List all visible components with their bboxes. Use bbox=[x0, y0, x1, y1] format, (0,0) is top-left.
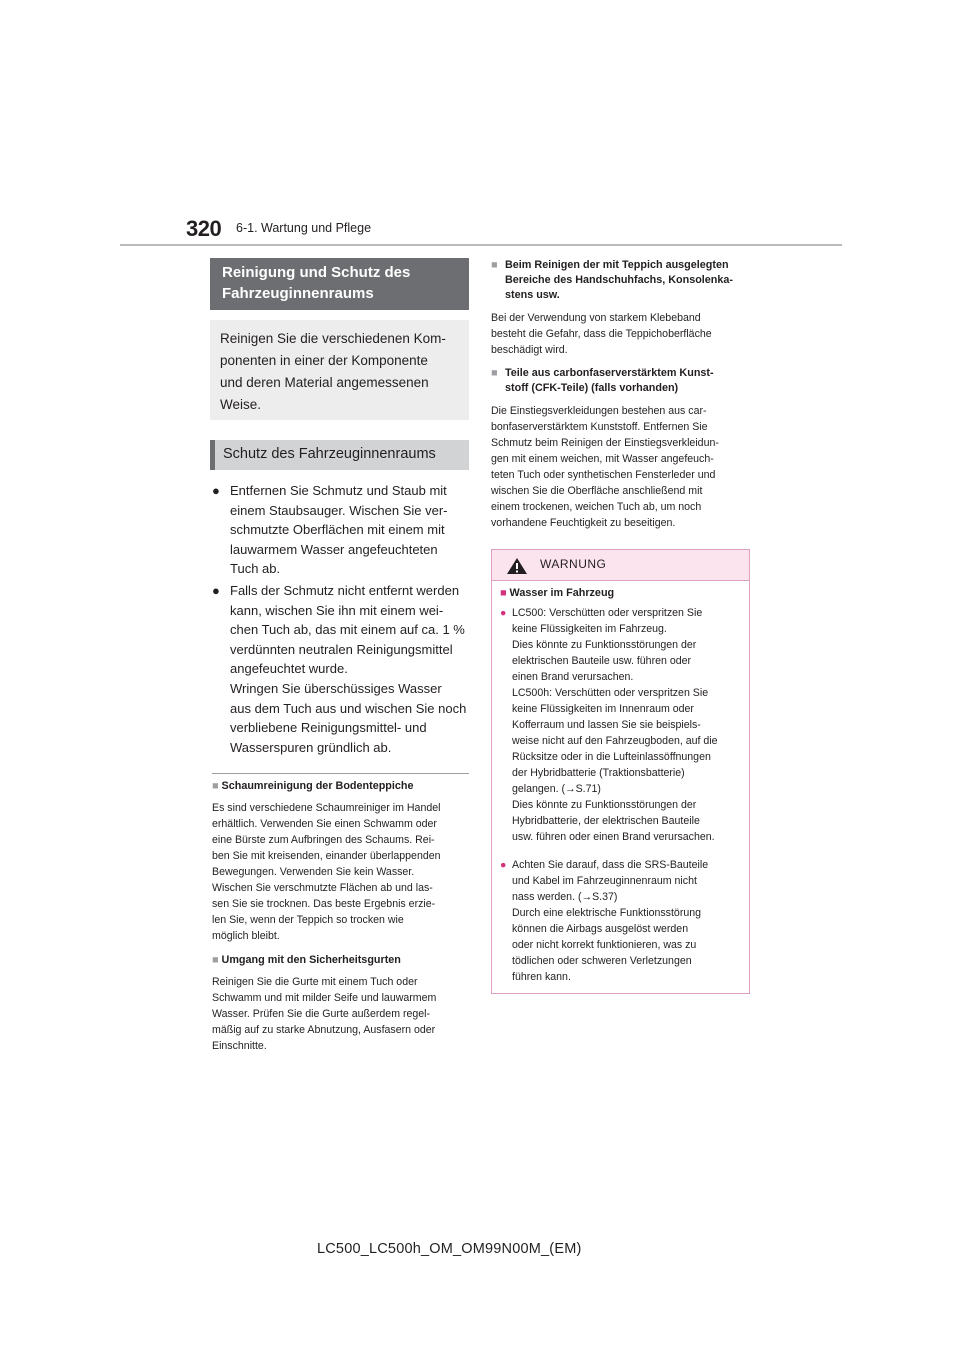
bullet-item bbox=[212, 481, 467, 579]
page-number: 320 bbox=[186, 216, 222, 241]
note-title: ■ Beim Reinigen der mit Teppich ausgelegten Bereiche des Handschuhfachs, Konsolenka- stens usw. bbox=[491, 259, 733, 301]
column-divider bbox=[212, 773, 469, 774]
bullet-line: angefeuchtet wurde. bbox=[230, 661, 348, 677]
intro-line: und deren Material angemessenen bbox=[220, 375, 429, 390]
note-cfk-parts bbox=[491, 366, 753, 531]
note-carpet-areas bbox=[491, 258, 753, 358]
bullet-line: Tuch ab. bbox=[230, 561, 281, 577]
bullet-line: Wringen Sie überschüssiges Wasser bbox=[230, 680, 442, 696]
note-body: Bei der Verwendung von starkem Klebeband besteht die Gefahr, dass die Teppichoberfläche beschädigt wird. bbox=[491, 312, 712, 356]
intro-box bbox=[210, 320, 469, 420]
bullet-line: Falls der Schmutz nicht entfernt werden bbox=[230, 583, 460, 598]
bullet-dot-icon: ● bbox=[212, 483, 220, 498]
square-bullet-icon: ■ bbox=[491, 259, 498, 271]
document-footer: LC500_LC500h_OM_OM99N00M_(EM) bbox=[317, 1241, 582, 1257]
square-bullet-icon: ■ bbox=[212, 780, 219, 792]
warning-title: WARNUNG bbox=[540, 557, 607, 571]
intro-line: Weise. bbox=[220, 397, 262, 412]
note-title: ■ Umgang mit den Sicherheitsgurten bbox=[212, 954, 401, 966]
note-foam-cleaning bbox=[212, 779, 470, 944]
warning-subtitle: ■ Wasser im Fahrzeug bbox=[500, 587, 615, 599]
square-bullet-icon: ■ bbox=[491, 367, 498, 379]
bullet-line: aus dem Tuch aus und wischen Sie noch bbox=[230, 700, 467, 716]
square-bullet-icon: ■ bbox=[212, 954, 219, 966]
subheading: Schutz des Fahrzeuginnenraums bbox=[210, 440, 469, 470]
intro-line: Reinigen Sie die verschiedenen Kom- bbox=[220, 331, 446, 346]
bullet-line: verbliebene Reinigungsmittel- und bbox=[230, 720, 427, 736]
bullet-line: Entfernen Sie Schmutz und Staub mit bbox=[230, 483, 447, 498]
bullet-dot-icon: ● bbox=[500, 607, 507, 619]
intro-line: ponenten in einer der Komponente bbox=[220, 353, 428, 368]
bullet-dot-icon: ● bbox=[500, 859, 507, 871]
warning-header bbox=[492, 550, 749, 581]
warning-item: ● Achten Sie darauf, dass die SRS-Bauteile und Kabel im Fahrzeuginnenraum nicht nass werden. (→S.37) Durch eine elektrische Funktionsstörung können die Airbags ausgelöst werden oder nicht korrekt funktionieren, was zu tödlichen oder schweren Verletzungen führen kann. bbox=[500, 859, 709, 983]
note-body: Die Einstiegsverkleidungen bestehen aus car- bonfaserverstärktem Kunststoff. Entfernen Sie Schmutz beim Reinigen der Einstiegsverkleidun- gen mit einem weichen, mit Wasser angefeuch- teten Tuch oder synthetischen Fensterleder und wischen Sie die Oberfläche anschließend mit einem trockenen, weichen Tuch ab, um noch vorhandene Feuchtigkeit zu beseitigen. bbox=[491, 405, 719, 529]
note-seatbelts bbox=[212, 953, 470, 1054]
main-heading: Reinigung und Schutz des Fahrzeuginnenraums bbox=[210, 258, 469, 310]
bullet-line: verdünnten neutralen Reinigungsmittel bbox=[230, 641, 453, 657]
section-title: 6-1. Wartung und Pflege bbox=[236, 221, 372, 235]
bullet-line: lauwarmem Wasser angefeuchteten bbox=[230, 541, 438, 557]
bullet-line: Wasserspuren gründlich ab. bbox=[230, 739, 392, 755]
bullet-dot-icon: ● bbox=[212, 583, 220, 598]
bullet-item bbox=[212, 581, 467, 757]
bullet-line: schmutzte Oberflächen mit einem mit bbox=[230, 522, 445, 538]
note-body: Reinigen Sie die Gurte mit einem Tuch oder Schwamm und mit milder Seife und lauwarmem Wasser. Prüfen Sie die Gurte außerdem regel- mäßig auf zu starke Abnutzung, Ausfasern oder Einschnitte. bbox=[212, 976, 437, 1052]
bullet-line: kann, wischen Sie ihn mit einem wei- bbox=[230, 602, 444, 618]
note-title: ■ Teile aus carbonfaserverstärktem Kunst- stoff (CFK-Teile) (falls vorhanden) bbox=[491, 367, 714, 394]
bullet-line: chen Tuch ab, das mit einem auf ca. 1 % bbox=[230, 622, 465, 638]
note-body: Es sind verschiedene Schaumreiniger im Handel erhältlich. Verwenden Sie einen Schwamm oder eine Bürste zum Aufbringen des Schaums. Rei- ben Sie mit kreisenden, einander überlappenden Bewegungen. Verwenden Sie kein Wasser. Wischen Sie verschmutzte Flächen ab und las- sen Sie sie trocknen. Das beste Ergebnis erzie- len Sie, wenn der Teppich so trocken wie möglich bleibt. bbox=[212, 802, 441, 942]
header-rule bbox=[120, 244, 842, 246]
note-title: ■ Schaumreinigung der Bodenteppiche bbox=[212, 780, 414, 792]
square-bullet-icon: ■ bbox=[500, 587, 507, 599]
warning-box bbox=[491, 549, 750, 994]
warning-item: ● LC500: Verschütten oder verspritzen Sie keine Flüssigkeiten im Fahrzeug. Dies könnte zu Funktionsstörungen der elektrischen Bauteile usw. führen oder einen Brand verursachen. LC500h: Verschütten oder verspritzen Sie keine Flüssigkeiten im Innenraum oder Kofferraum und lassen Sie sie beispiels- weise nicht auf den Fahrzeugboden, auf die Rücksitze oder in die Lufteinlassöffnungen der Hybridbatterie (Traktionsbatterie) gelangen. (→S.71) Dies könnte zu Funktionsstörungen der Hybridbatterie, der elektrischen Bauteile usw. führen oder einen Brand verursachen. bbox=[500, 607, 718, 843]
bullet-line: einem Staubsauger. Wischen Sie ver- bbox=[230, 502, 448, 518]
warning-triangle-icon bbox=[506, 557, 528, 575]
